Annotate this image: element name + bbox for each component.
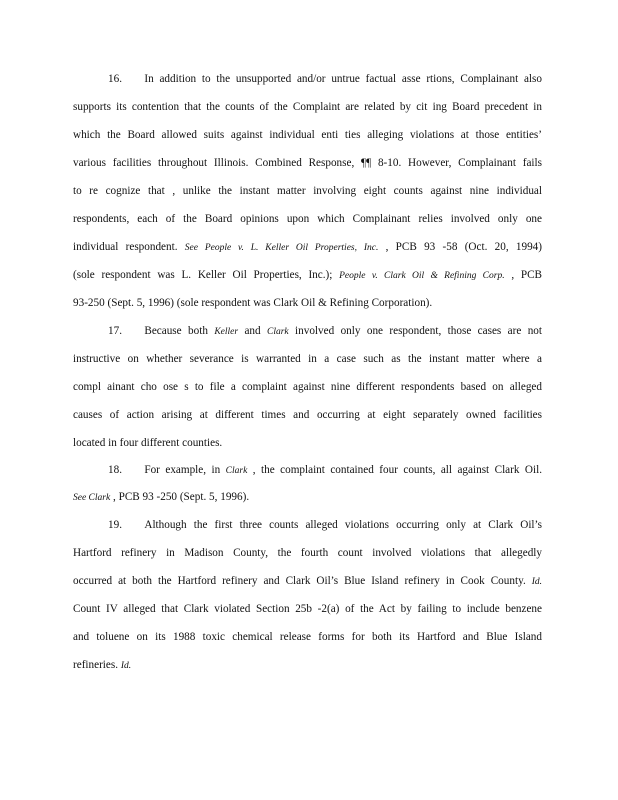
line-text: For example, in [144,464,226,476]
citation-italic: Clark [267,327,289,337]
paragraph-number: 16. [108,73,122,85]
paragraph-16-line [73,100,542,114]
citation-italic: Id. [120,661,132,671]
paragraph-16-line [73,240,542,255]
paragraph-16-line [73,296,542,310]
paragraph-19-line [108,518,542,532]
citation-italic: Id. [531,577,542,587]
paragraph-18-line [73,490,542,505]
citation-italic: Keller [214,327,239,337]
paragraph-16-line [73,128,542,142]
line-text: involved only one respondent, those cases are not [288,325,543,337]
citation-italic: People v. Clark Oil & Refining Corp. [339,271,505,281]
line-text: located in four different counties. [73,437,223,449]
line-text: instructive on whether severance is warranted in a case such as the instant matter where a [73,353,542,365]
paragraph-number: 17. [108,325,122,337]
line-text: Because both [144,325,215,337]
line-text: refineries. [73,659,121,671]
line-text: (sole respondent was L. Keller Oil Properties, Inc.); [73,269,340,281]
paragraph-17-line [73,380,542,394]
line-text: and toluene on its 1988 toxic chemical release forms for both its Hartford and Blue Island [73,631,542,643]
line-text: Count IV alleged that Clark violated Section 25b -2(a) of the Act by failing to include benzene [73,603,542,615]
line-text: which the Board allowed suits against individual enti ties alleging violations at those entities’ [73,129,542,141]
paragraph-18-line [108,463,542,478]
paragraph-16-line [73,212,542,226]
citation-italic: See Clark [73,493,111,503]
line-text: supports its contention that the counts of the Complaint are related by cit ing Board precedent in [73,101,542,113]
line-text: , PCB [504,269,543,281]
paragraph-number: 18. [108,464,122,476]
line-text: Hartford refinery in Madison County, the fourth count involved violations that allegedly [73,547,542,559]
paragraph-number: 19. [108,519,122,531]
paragraph-19-line [73,658,542,673]
paragraph-19-line [73,630,542,644]
line-text: individual respondent. [73,241,185,253]
paragraph-16-line [73,268,542,283]
line-text: to re cognize that , unlike the instant matter involving eight counts against nine individual [73,185,542,197]
line-text: respondents, each of the Board opinions upon which Complainant relies involved only one [73,213,542,225]
line-text: various facilities throughout Illinois. Combined Response, ¶¶ 8-10. However, Complainant fails [73,157,542,169]
paragraph-17-line [73,352,542,366]
citation-italic: See People v. L. Keller Oil Properties, Inc. [184,243,379,253]
line-text: causes of action arising at different times and occurring at eight separately owned facilities [73,409,542,421]
paragraph-16-line [73,184,542,198]
paragraph-17-line [108,324,542,339]
paragraph-19-line [73,546,542,560]
line-text: , PCB 93 -58 (Oct. 20, 1994) [378,241,542,253]
line-text: Although the first three counts alleged violations occurring only at Clark Oil’s [144,519,542,531]
paragraph-16-line [73,156,542,170]
line-text: occurred at both the Hartford refinery and Clark Oil’s Blue Island refinery in Cook County. [73,575,532,587]
line-text: and [238,325,267,337]
paragraph-17-line [73,408,542,422]
line-text: 93-250 (Sept. 5, 1996) (sole respondent was Clark Oil & Refining Corporation). [73,297,433,309]
line-text: In addition to the unsupported and/or untrue factual asse rtions, Complainant also [144,73,542,85]
line-text: compl ainant cho ose s to file a complaint against nine different respondents based on alleged [73,381,542,393]
paragraph-19-line [73,574,542,589]
paragraph-16-line [108,72,542,86]
citation-italic: Clark [225,466,248,476]
paragraph-19-line [73,602,542,616]
line-text: , PCB 93 -250 (Sept. 5, 1996). [110,491,250,503]
line-text: , the complaint contained four counts, all against Clark Oil. [247,464,543,476]
paragraph-17-line [73,436,542,450]
